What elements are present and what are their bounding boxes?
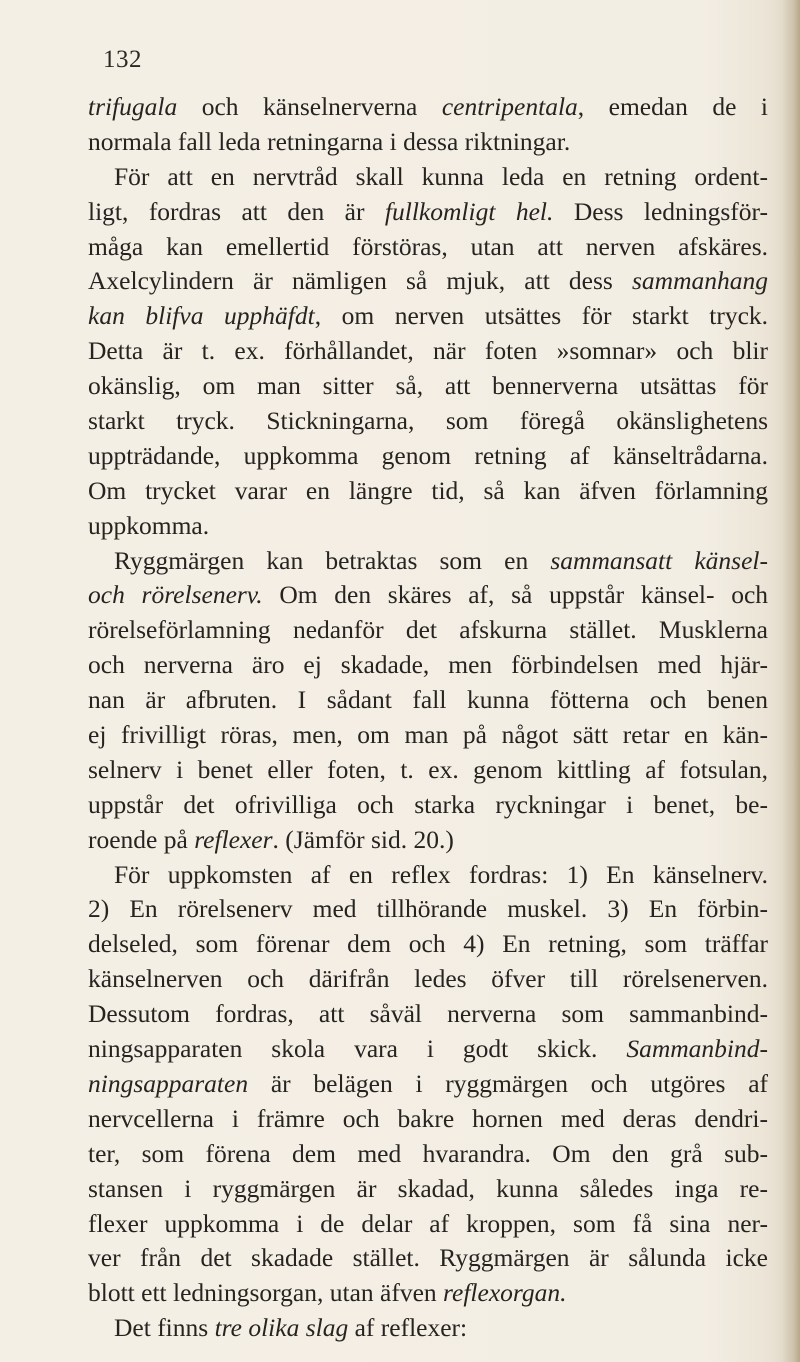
text-span: reflexorgan. [443,1278,567,1308]
text-line [88,1311,768,1346]
text-span: flexer uppkomma i de delar af kroppen, som få sina ner- [88,1208,768,1238]
text-line [88,962,768,997]
text-span: blott ett ledningsorgan, utan äfven [88,1278,444,1308]
text-line [88,648,768,683]
text-line [88,1241,768,1276]
text-span: sammansatt känsel- [550,545,768,575]
text-line [88,718,768,753]
text-span: uppträdande, uppkomma genom retning af känseltrådarna. [88,440,768,470]
text-span: uppkomma. [88,510,210,540]
text-span: selnerv i benet eller foten, t. ex. genom kittling af fotsulan, [88,754,768,784]
text-line [88,160,768,195]
text-line [88,683,768,718]
text-span: af reflexer: [348,1313,468,1343]
text-span: tre olika slag [214,1313,349,1343]
text-span: känselnerven och därifrån ledes öfver till rörelsenerven. [88,964,768,994]
text-span: Axelcylindern är nämligen så mjuk, att dess [88,266,632,296]
text-span: Ryggmärgen kan betraktas som en [114,545,551,575]
text-line [88,334,768,369]
text-line [88,823,768,858]
text-line [88,439,768,474]
text-line [88,1032,768,1067]
text-line [88,1207,768,1242]
text-span: För att en nervtråd skall kunna leda en retning ordent- [114,161,768,191]
text-line [88,230,768,265]
text-span: nervcellerna i främre och bakre hornen med deras dendri- [88,1103,768,1133]
text-span: nan är afbruten. I sådant fall kunna fötterna och benen [88,685,768,715]
text-line [88,997,768,1032]
text-line [88,1276,768,1311]
text-line [88,509,768,544]
text-span: och känselnerverna [177,92,442,121]
text-line [88,788,768,823]
text-span: uppstår det ofrivilliga och starka ryckningar i benet, be- [88,789,768,819]
text-span: ej frivilligt röras, men, om man på något sätt retar en kän- [88,720,768,750]
text-line [88,404,768,439]
text-span: stansen i ryggmärgen är skadad, kunna således inga re- [88,1173,768,1203]
text-span: , om nerven utsättes för starkt tryck. [314,301,769,331]
text-span: är belägen i ryggmärgen och utgöres af [248,1068,768,1098]
text-span: roende på [88,824,195,854]
text-span: . (Jämför sid. 20.) [272,824,454,854]
text-span: fullkomligt hel. [384,196,554,226]
text-span: ningsapparaten [88,1068,249,1098]
text-span: rörelseförlamning nedanför det afskurna stället. Musklerna [88,615,768,645]
text-span: , emedan de i [577,92,768,121]
text-line [88,578,768,613]
text-line [88,858,768,893]
text-line [88,1172,768,1207]
text-line [88,299,768,334]
page-edge-shadow [782,0,800,1362]
text-span: måga kan emellertid förstöras, utan att nerven afskäres. [88,231,768,261]
text-span: Om trycket varar en längre tid, så kan äfven förlamning [88,475,768,505]
text-line [88,753,768,788]
text-line [88,1137,768,1172]
text-span: ver från det skadade stället. Ryggmärgen är sålunda icke [88,1243,768,1273]
text-line [88,90,768,125]
text-span: och nerverna äro ej skadade, men förbindelsen med hjär- [88,650,768,680]
text-span: kan blifva upphäfdt [88,301,315,331]
text-span: trifugala [88,92,178,121]
text-span: centripentala [441,92,578,121]
text-span: För uppkomsten af en reflex fordras: 1) En känselnerv. [114,859,768,889]
text-line [88,1067,768,1102]
text-line [88,892,768,927]
text-span: ningsapparaten skola vara i godt skick. [88,1034,627,1064]
text-span: sammanhang [631,266,768,296]
text-span: Sammanbind- [626,1034,768,1064]
text-span: Detta är t. ex. förhållandet, när foten »somnar» och blir [88,336,768,366]
text-line [88,613,768,648]
text-line [88,1102,768,1137]
text-span: starkt tryck. Stickningarna, som föregå okänslighetens [88,406,768,436]
text-line [88,264,768,299]
text-line [88,927,768,962]
text-span: normala fall leda retningarna i dessa riktningar. [88,126,571,156]
text-span: Dessutom fordras, att såväl nerverna som sammanbind- [88,999,768,1029]
page-number: 132 [103,46,142,73]
text-span: reflexer [194,824,273,854]
text-span: delseled, som förenar dem och 4) En retning, som träffar [88,929,768,959]
text-line [88,125,768,160]
text-span: Det finns [114,1313,215,1343]
text-span: ter, som förena dem med hvarandra. Om den grå sub- [88,1138,768,1168]
text-span: 2) En rörelsenerv med tillhörande muskel. 3) En förbin- [88,894,768,924]
text-line [88,369,768,404]
text-line [88,195,768,230]
text-span: ligt, fordras att den är [88,196,385,226]
text-span: Om den skäres af, så uppstår känsel- och [262,580,769,610]
text-span: okänslig, om man sitter så, att bennerverna utsättas för [88,371,768,401]
text-line [88,544,768,579]
text-span: Dess ledningsför- [553,196,768,226]
text-span: och rörelsenerv. [88,580,263,610]
body-text [88,90,768,1346]
text-line [88,474,768,509]
